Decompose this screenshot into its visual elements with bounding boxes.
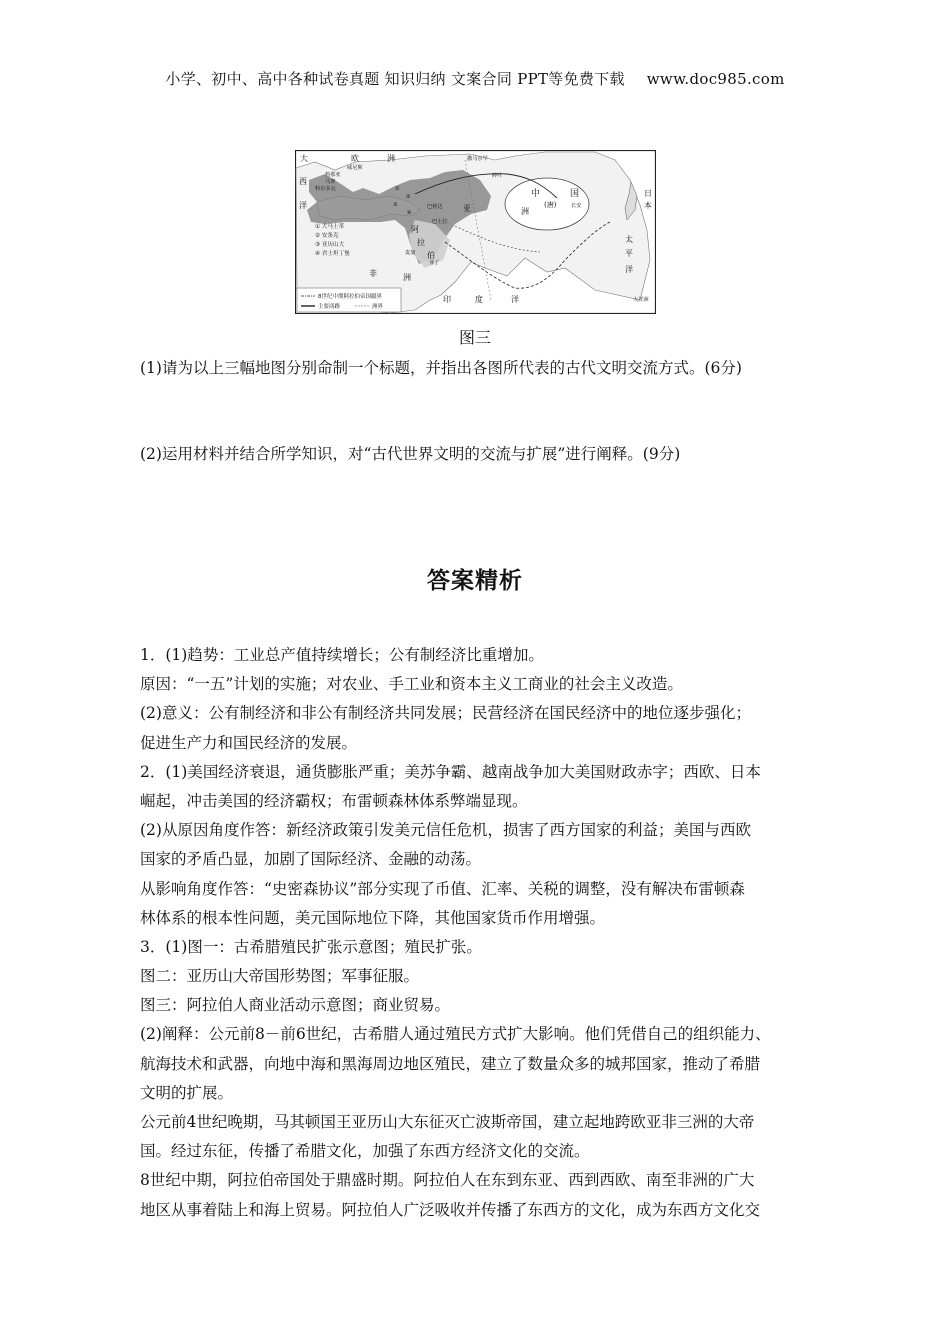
map-label: 太	[625, 235, 633, 244]
map-label: 本	[644, 201, 652, 210]
map-svg	[295, 150, 656, 314]
answer-line: 林体系的根本性问题，美元国际地位下降，其他国家货币作用增强。	[140, 908, 606, 927]
map-label: 亚	[463, 204, 471, 213]
map-city: 大洋洲	[633, 297, 649, 303]
map-label: (唐)	[544, 201, 557, 209]
map-label: 西	[299, 177, 307, 186]
map-label: 印	[443, 295, 451, 304]
header-text: 小学、初中、高中各种试卷真题 知识归纳 文案合同 PPT等免费下载	[165, 70, 625, 88]
map-label: 非	[369, 269, 377, 278]
answer-line: 文明的扩展。	[140, 1083, 234, 1102]
answer-line: 图二：亚历山大帝国形势图；军事征服。	[140, 967, 420, 986]
header-site: www.doc985.com	[646, 70, 785, 88]
legend-place: ④ 君士坦丁堡	[315, 251, 350, 257]
map-city: 巴格达	[427, 204, 443, 210]
map-city: 科尔多瓦	[315, 186, 336, 192]
map-label: 中	[531, 189, 541, 199]
answer-line: 航海技术和武器，向地中海和黑海周边地区殖民，建立了数量众多的城邦国家，推动了希腊	[140, 1054, 761, 1073]
map-label: 洋	[299, 201, 307, 210]
figure-caption: 图三	[458, 328, 491, 347]
legend-label: 洲界	[372, 304, 384, 310]
map-city: 威尼斯	[347, 165, 363, 171]
map-city: 撒马尔罕	[467, 156, 488, 162]
question-2: (2)运用材料并结合所学知识，对“古代世界文明的交流与扩展”进行阐释。(9分)	[140, 445, 681, 463]
map-label: 日	[644, 189, 652, 198]
legend-place: ① 大马士革	[315, 224, 345, 230]
answer-line: 2．(1)美国经济衰退，通货膨胀严重；美苏争霸、越南战争加大美国财政赤字；西欧、日本	[140, 762, 761, 781]
map-city: 巴士拉	[432, 219, 448, 225]
answer-title: 答案精析	[427, 568, 523, 594]
map-label: 平	[625, 249, 633, 258]
answer-line: 图三：阿拉伯人商业活动示意图；商业贸易。	[140, 996, 451, 1015]
legend-place: ③ 亚历山大	[315, 242, 345, 248]
map-label: 洲	[403, 273, 411, 282]
legend-place: ② 安条克	[315, 233, 339, 239]
legend-label: 8世纪中期阿拉伯帝国疆界	[318, 294, 383, 300]
answer-line: 国家的矛盾凸显，加剧了国际经济、金融的动荡。	[140, 850, 482, 869]
answer-body	[140, 641, 830, 1225]
map-label: 度	[475, 295, 483, 304]
map-marker: ①	[395, 186, 400, 192]
answer-line: (2)从原因角度作答：新经济政策引发美元信任危机，损害了西方国家的利益；美国与西欧	[140, 821, 751, 840]
map-label: 国	[570, 189, 580, 199]
question-1: (1)请为以上三幅地图分别命制一个标题，并指出各图所代表的古代文明交流方式。(6分)	[140, 359, 742, 377]
map-label: 洲	[521, 207, 529, 216]
map-city: 亚丁	[429, 260, 440, 266]
answer-line: 国。经过东征，传播了希腊文化，加强了东西方经济文化的交流。	[140, 1142, 590, 1161]
answer-line: (2)阐释：公元前8－前6世纪，古希腊人通过殖民方式扩大影响。他们凭借自己的组织能力、	[140, 1025, 771, 1044]
map-label: 大	[300, 154, 308, 163]
answer-line: 崛起，冲击美国的经济霸权；布雷顿森林体系弊端显现。	[140, 791, 528, 810]
answer-line: 8世纪中期，阿拉伯帝国处于鼎盛时期。阿拉伯人在东到东亚、西到西欧、南至非洲的广大	[140, 1171, 755, 1190]
arab-trade-map	[295, 150, 656, 314]
answer-line: 公元前4世纪晚期，马其顿国王亚历山大东征灭亡波斯帝国，建立起地跨欧亚非三洲的大帝	[140, 1113, 755, 1131]
map-marker: ③	[393, 202, 398, 208]
answer-line: 地区从事着陆上和海上贸易。阿拉伯人广泛吸收并传播了东西方的文化，成为东西方文化交	[140, 1200, 761, 1219]
map-marker: ②	[406, 194, 411, 200]
map-label: 洋	[625, 265, 633, 274]
answer-line: 原因：“一五”计划的实施；对农业、手工业和资本主义工商业的社会主义改造。	[140, 675, 683, 694]
map-label: 欧	[351, 154, 359, 163]
answer-line: 促进生产力和国民经济的发展。	[140, 733, 358, 752]
map-label: 洲	[387, 154, 395, 163]
legend-label: 主要商路	[318, 304, 341, 310]
answer-line: 3．(1)图一：古希腊殖民扩张示意图；殖民扩张。	[140, 937, 482, 956]
map-label: 拉	[417, 238, 425, 247]
map-city: 麦加	[405, 250, 416, 256]
map-legend-box	[297, 288, 401, 312]
map-city: 碎叶	[492, 173, 503, 179]
answer-line: (2)意义：公有制经济和非公有制经济共同发展；民营经济在国民经济中的地位逐步强化；	[140, 704, 751, 723]
map-label: 伯	[427, 251, 435, 260]
map-label: 阿	[411, 225, 419, 234]
map-city: 马赛	[325, 179, 336, 185]
map-city: 长安	[571, 203, 582, 209]
map-label: 洋	[511, 295, 519, 304]
map-marker: ④	[407, 210, 412, 216]
page-header	[0, 68, 950, 89]
answer-line: 1．(1)趋势：工业总产值持续增长；公有制经济比重增加。	[140, 646, 544, 664]
answer-line: 从影响角度作答：“史密森协议”部分实现了币值、汇率、关税的调整，没有解决布雷顿森	[140, 879, 745, 898]
map-city: 热那亚	[325, 172, 341, 178]
